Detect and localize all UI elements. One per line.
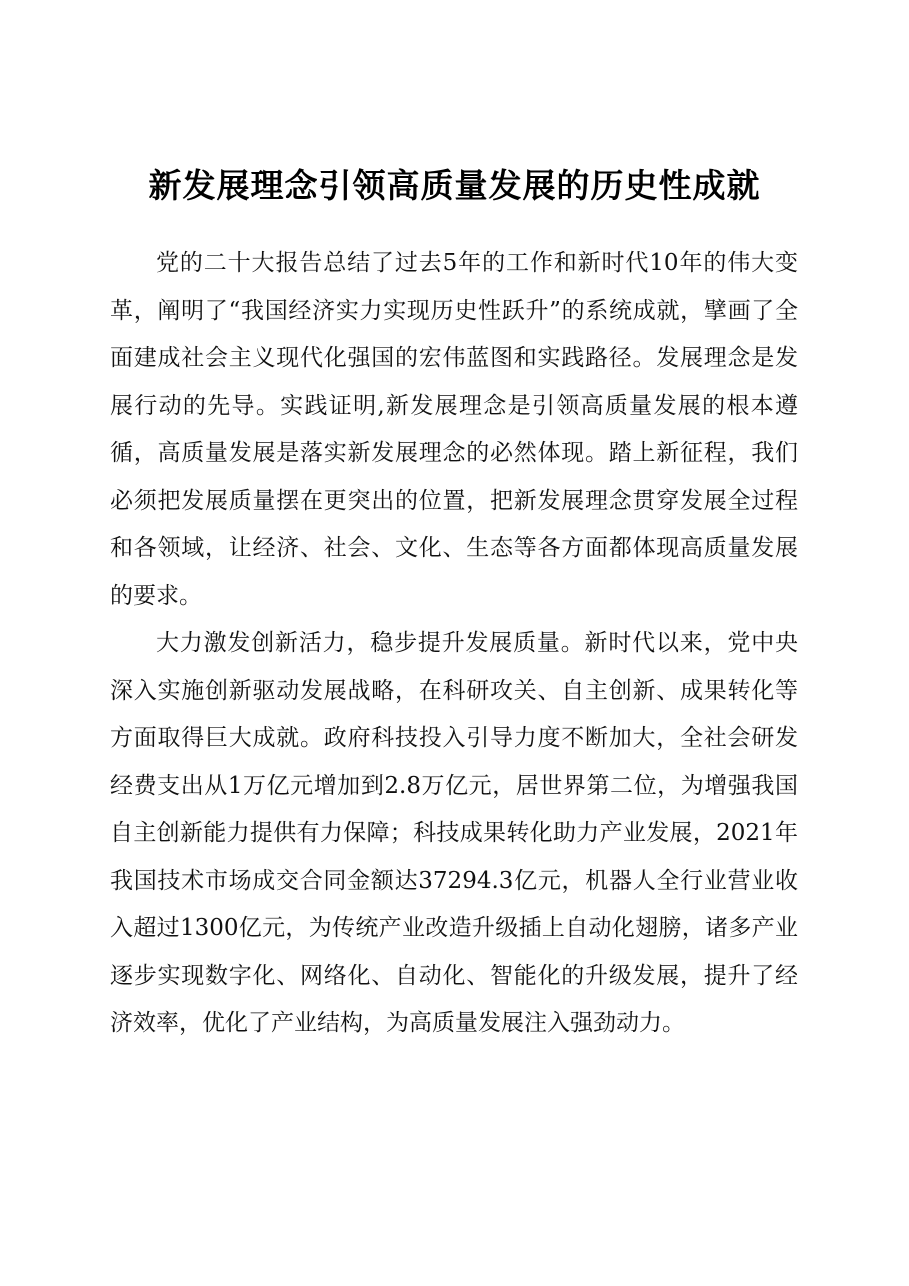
paragraph-1: 党的二十大报告总结了过去5年的工作和新时代10年的伟大变革，阐明了“我国经济实力实现历史性跃升”的系统成就，擘画了全面建成社会主义现代化强国的宏伟蓝图和实践路径。发展理念是发展行动的先导。实践证明,新发展理念是引领高质量发展的根本遵循，高质量发展是落实新发展理念的必然体现。踏上新征程，我们必须把发展质量摆在更突出的位置，把新发展理念贯穿发展全过程和各领域，让经济、社会、文化、生态等各方面都体现高质量发展的要求。 [110, 250, 798, 609]
document-body [110, 240, 798, 1048]
document-title: 新发展理念引领高质量发展的历史性成就 [148, 166, 761, 205]
paragraph-2: 大力激发创新活力，稳步提升发展质量。新时代以来，党中央深入实施创新驱动发展战略，在科研攻关、自主创新、成果转化等方面取得巨大成就。政府科技投入引导力度不断加大，全社会研发经费支出从1万亿元增加到2.8万亿元，居世界第二位，为增强我国自主创新能力提供有力保障；科技成果转化助力产业发展，2021年我国技术市场成交合同金额达37294.3亿元，机器人全行业营业收入超过1300亿元，为传统产业改造升级插上自动化翅膀，诸多产业逐步实现数字化、网络化、自动化、智能化的升级发展，提升了经济效率，优化了产业结构，为高质量发展注入强劲动力。 [110, 630, 798, 1036]
